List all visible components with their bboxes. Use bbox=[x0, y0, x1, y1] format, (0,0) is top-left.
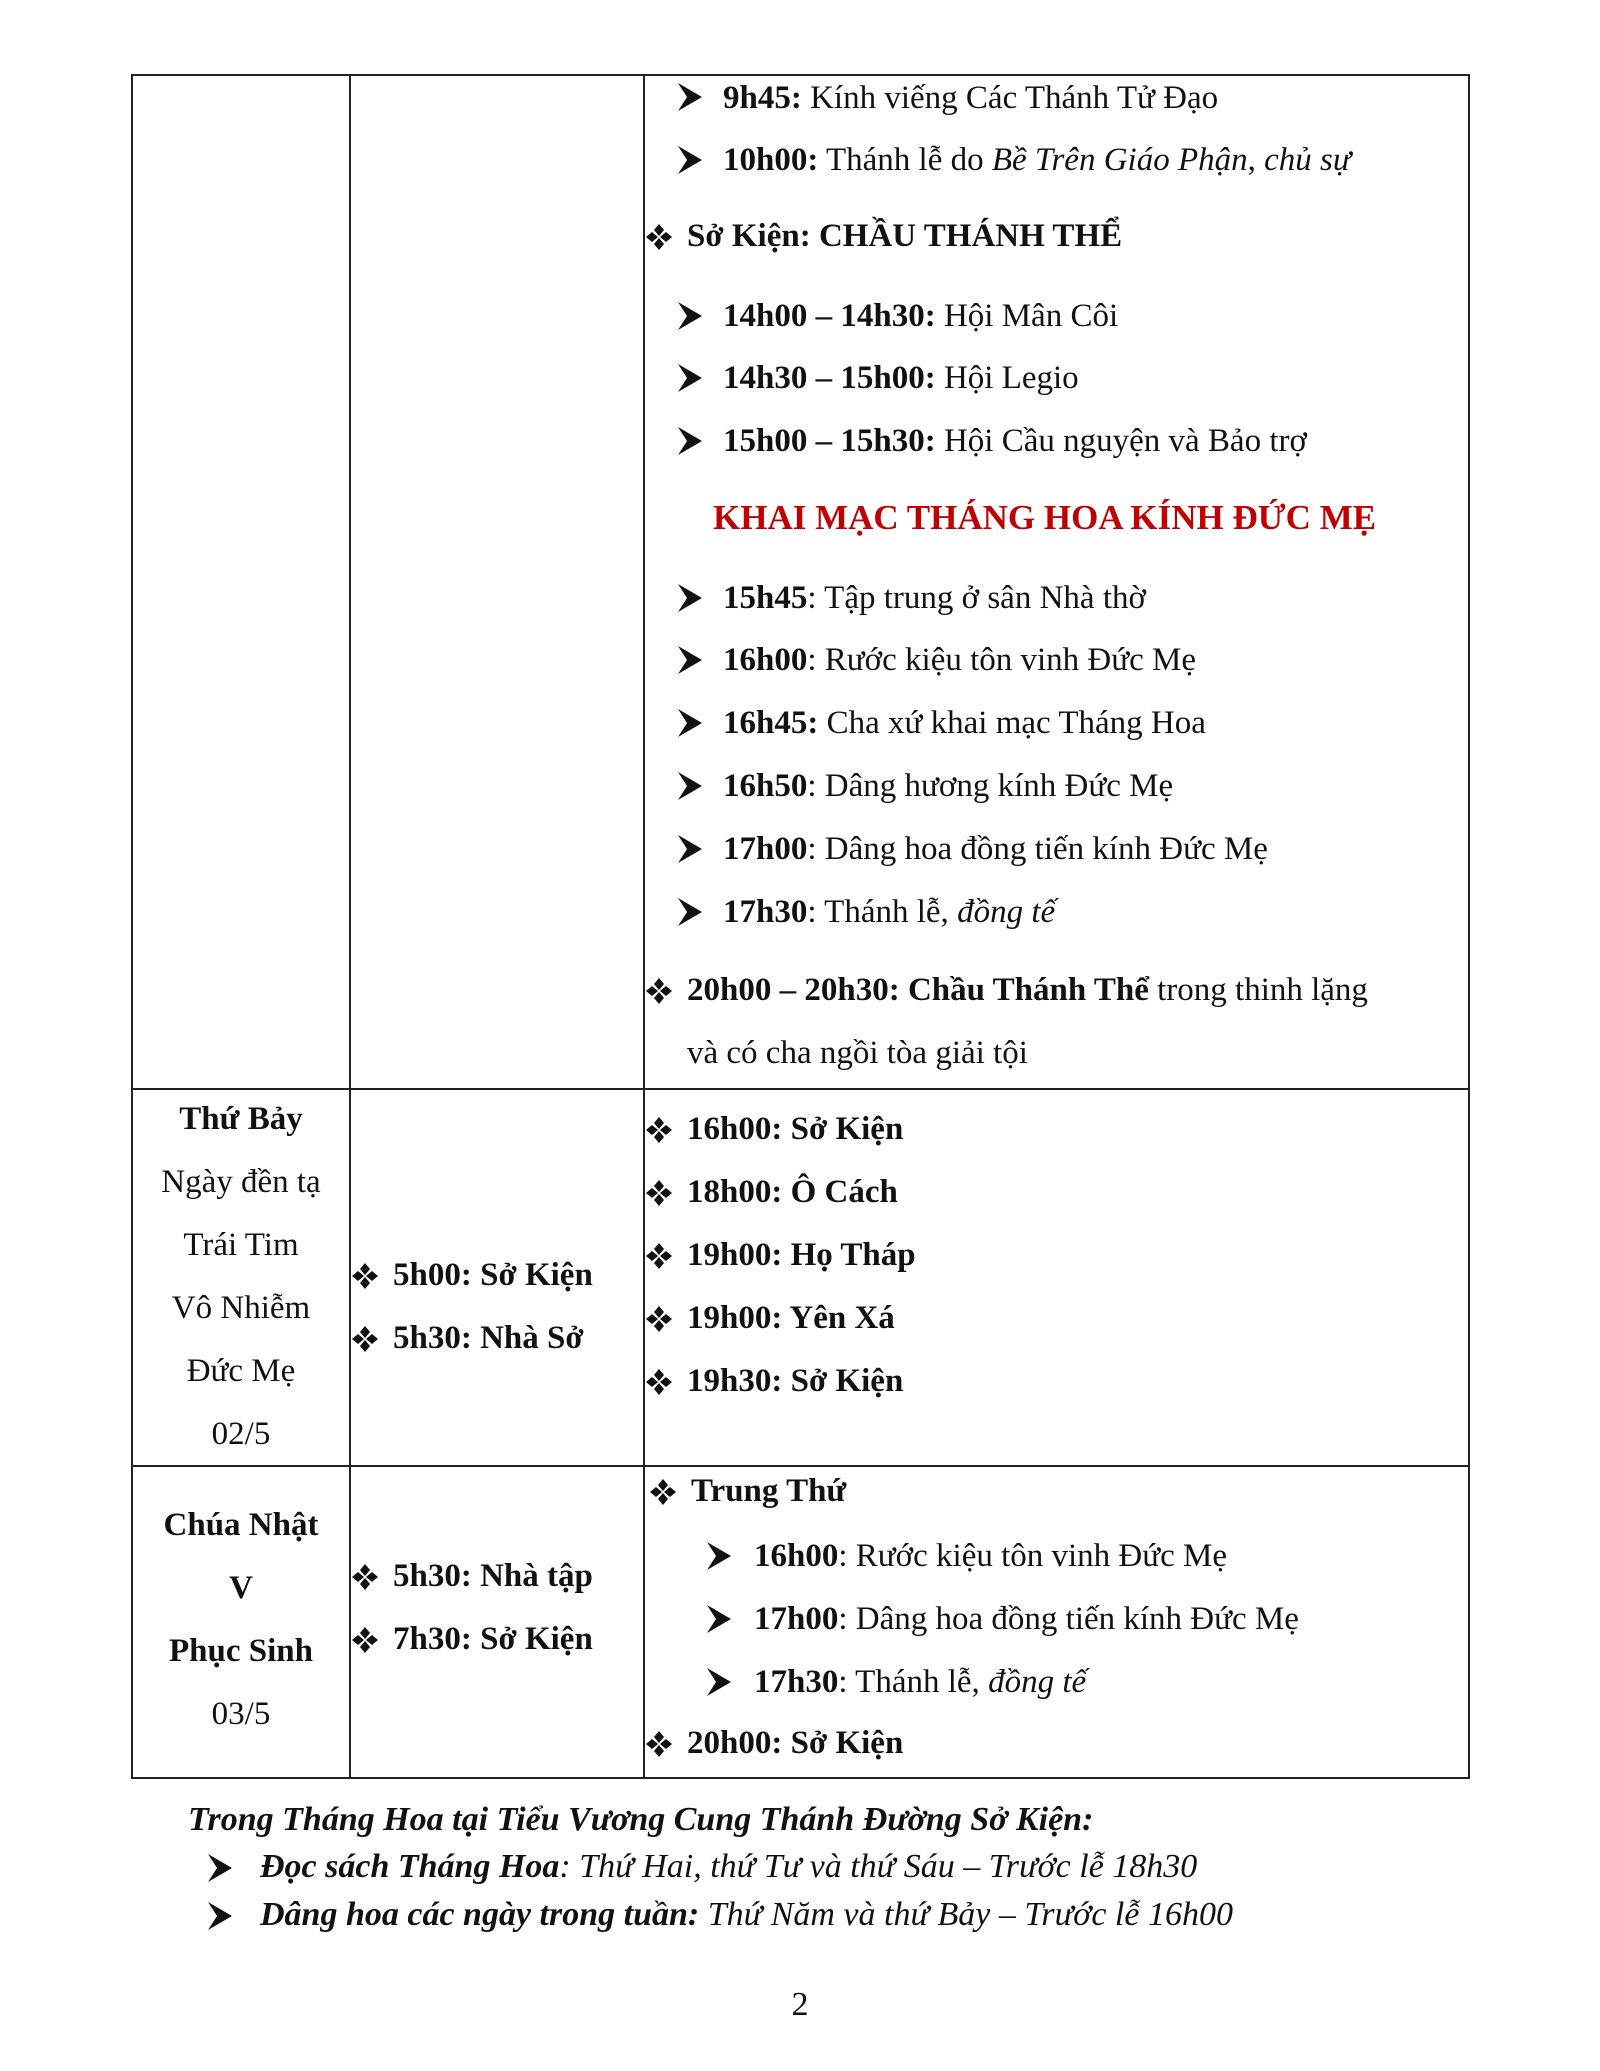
item-text: Kính viếng Các Thánh Tử Đạo bbox=[801, 80, 1219, 116]
four-diamond-bullet-icon bbox=[351, 1262, 379, 1290]
day-line: Trái Tim bbox=[183, 1227, 299, 1263]
morning-mass: 5h30: Nhà tập bbox=[393, 1558, 593, 1594]
day-line: V bbox=[229, 1570, 253, 1606]
item-text: : Thánh lễ, bbox=[807, 894, 958, 930]
item-time: 17h30 bbox=[754, 1664, 839, 1700]
four-diamond-bullet-icon bbox=[351, 1626, 379, 1654]
arrowhead-bullet-icon bbox=[207, 1901, 233, 1931]
four-diamond-bullet-icon bbox=[649, 1478, 677, 1506]
arrowhead-bullet-icon bbox=[677, 708, 703, 738]
four-diamond-bullet-icon bbox=[645, 1242, 673, 1270]
arrowhead-bullet-icon bbox=[706, 1667, 732, 1697]
arrowhead-bullet-icon bbox=[706, 1604, 732, 1634]
note-bold: Dâng hoa các ngày trong tuần: bbox=[260, 1896, 700, 1933]
four-diamond-bullet-icon bbox=[351, 1563, 379, 1591]
item-time: 14h00 – 14h30: bbox=[723, 298, 936, 334]
arrowhead-bullet-icon bbox=[677, 583, 703, 613]
item-time: 16h00 bbox=[723, 642, 808, 678]
four-diamond-bullet-icon bbox=[645, 977, 673, 1005]
item-text: : Dâng hoa đồng tiến kính Đức Mẹ bbox=[838, 1601, 1299, 1637]
day-title: Chúa Nhật bbox=[163, 1507, 319, 1543]
day-line: Vô Nhiễm bbox=[171, 1290, 311, 1326]
schedule-item bbox=[723, 421, 1307, 461]
item-time: 17h00 bbox=[723, 831, 808, 867]
item-italic: chủ sự bbox=[1264, 142, 1351, 178]
item-italic: Bề Trên Giáo Phận bbox=[991, 142, 1248, 178]
schedule-item bbox=[723, 358, 1079, 398]
four-diamond-bullet-icon bbox=[645, 1730, 673, 1758]
note-bold: Đọc sách Tháng Hoa bbox=[260, 1848, 560, 1885]
evening-mass: 19h00: Yên Xá bbox=[687, 1300, 895, 1336]
table-rule bbox=[131, 74, 1469, 76]
schedule-item-continued: và có cha ngồi tòa giải tội bbox=[687, 1035, 1028, 1071]
four-diamond-bullet-icon bbox=[645, 1179, 673, 1207]
arrowhead-bullet-icon bbox=[706, 1541, 732, 1571]
evening-mass: 16h00: Sở Kiện bbox=[687, 1111, 904, 1147]
item-text: : Thánh lễ, bbox=[838, 1664, 989, 1700]
item-text: Thánh lễ do bbox=[818, 142, 992, 178]
schedule-item bbox=[723, 578, 1146, 618]
arrowhead-bullet-icon bbox=[207, 1853, 233, 1883]
evening-mass: 19h30: Sở Kiện bbox=[687, 1363, 904, 1399]
notes-title: Trong Tháng Hoa tại Tiểu Vương Cung Thánh Đường Sở Kiện: bbox=[188, 1801, 1094, 1838]
day-date: 02/5 bbox=[211, 1416, 271, 1452]
item-text: : Dâng hương kính Đức Mẹ bbox=[807, 768, 1174, 804]
morning-mass: 5h30: Nhà Sở bbox=[393, 1320, 584, 1356]
arrowhead-bullet-icon bbox=[677, 145, 703, 175]
table-rule bbox=[131, 1465, 1469, 1467]
schedule-item bbox=[723, 78, 1218, 118]
section-heading: Sở Kiện: CHẦU THÁNH THỂ bbox=[687, 218, 1123, 254]
item-text: Hội Cầu nguyện và Bảo trợ bbox=[935, 423, 1307, 459]
table-rule bbox=[643, 74, 645, 1779]
schedule-item bbox=[754, 1536, 1227, 1576]
note-item bbox=[260, 1846, 1197, 1888]
day-title: Thứ Bảy bbox=[179, 1101, 303, 1137]
schedule-item bbox=[723, 640, 1196, 680]
evening-mass: 18h00: Ô Cách bbox=[687, 1174, 898, 1210]
four-diamond-bullet-icon bbox=[351, 1325, 379, 1353]
schedule-item bbox=[723, 829, 1268, 869]
item-time: 14h30 – 15h00: bbox=[723, 360, 936, 396]
arrowhead-bullet-icon bbox=[677, 771, 703, 801]
schedule-item bbox=[723, 140, 1351, 180]
item-time: 10h00: bbox=[723, 142, 819, 178]
note-item bbox=[260, 1894, 1233, 1936]
arrowhead-bullet-icon bbox=[677, 834, 703, 864]
schedule-item bbox=[723, 892, 1055, 932]
table-rule bbox=[1468, 74, 1470, 1779]
four-diamond-bullet-icon bbox=[645, 1116, 673, 1144]
item-time: 17h00 bbox=[754, 1601, 839, 1637]
item-time: 17h30 bbox=[723, 894, 808, 930]
page-number: 2 bbox=[791, 1986, 809, 2023]
item-text: : Rước kiệu tôn vinh Đức Mẹ bbox=[807, 642, 1197, 678]
schedule-item bbox=[754, 1599, 1299, 1639]
item-time: 16h45: bbox=[723, 705, 819, 741]
schedule-item bbox=[723, 296, 1118, 336]
schedule-item bbox=[723, 766, 1173, 806]
item-time: 16h00 bbox=[754, 1538, 839, 1574]
schedule-item bbox=[687, 970, 1368, 1010]
day-line: Phục Sinh bbox=[169, 1633, 313, 1669]
section-heading: Trung Thứ bbox=[691, 1473, 847, 1509]
item-italic: đồng tế bbox=[957, 894, 1056, 930]
arrowhead-bullet-icon bbox=[677, 82, 703, 112]
item-text: Hội Mân Côi bbox=[935, 298, 1119, 334]
four-diamond-bullet-icon bbox=[645, 1368, 673, 1396]
arrowhead-bullet-icon bbox=[677, 426, 703, 456]
arrowhead-bullet-icon bbox=[677, 645, 703, 675]
schedule-item bbox=[754, 1662, 1086, 1702]
item-time: 9h45: bbox=[723, 80, 802, 116]
note-text: Thứ Năm và thứ Bảy – Trước lễ 16h00 bbox=[699, 1896, 1233, 1933]
item-text: Cha xứ khai mạc Tháng Hoa bbox=[818, 705, 1206, 741]
item-text: trong thinh lặng bbox=[1148, 972, 1368, 1008]
item-italic: đồng tế bbox=[988, 1664, 1087, 1700]
evening-mass: 19h00: Họ Tháp bbox=[687, 1237, 916, 1273]
day-line: Đức Mẹ bbox=[186, 1353, 296, 1389]
red-heading: KHAI MẠC THÁNG HOA KÍNH ĐỨC MẸ bbox=[713, 498, 1377, 537]
item-tail: , bbox=[1247, 142, 1265, 178]
table-rule bbox=[131, 1777, 1469, 1779]
evening-mass: 20h00: Sở Kiện bbox=[687, 1725, 904, 1761]
morning-mass: 7h30: Sở Kiện bbox=[393, 1621, 593, 1657]
item-time: 15h45 bbox=[723, 580, 808, 616]
schedule-item bbox=[723, 703, 1206, 743]
arrowhead-bullet-icon bbox=[677, 301, 703, 331]
table-rule bbox=[131, 1088, 1469, 1090]
arrowhead-bullet-icon bbox=[677, 363, 703, 393]
morning-mass: 5h00: Sở Kiện bbox=[393, 1257, 593, 1293]
item-text: : Rước kiệu tôn vinh Đức Mẹ bbox=[838, 1538, 1228, 1574]
item-text: : Tập trung ở sân Nhà thờ bbox=[807, 580, 1146, 616]
item-time: 16h50 bbox=[723, 768, 808, 804]
four-diamond-bullet-icon bbox=[645, 223, 673, 251]
item-time: 15h00 – 15h30: bbox=[723, 423, 936, 459]
item-text: Hội Legio bbox=[935, 360, 1079, 396]
four-diamond-bullet-icon bbox=[645, 1305, 673, 1333]
item-time: 20h00 – 20h30: Chầu Thánh Thể bbox=[687, 972, 1149, 1008]
note-text: : Thứ Hai, thứ Tư và thứ Sáu – Trước lễ 18h30 bbox=[559, 1848, 1198, 1885]
table-rule bbox=[349, 74, 351, 1779]
item-text: : Dâng hoa đồng tiến kính Đức Mẹ bbox=[807, 831, 1268, 867]
day-date: 03/5 bbox=[211, 1696, 271, 1732]
arrowhead-bullet-icon bbox=[677, 897, 703, 927]
day-line: Ngày đền tạ bbox=[161, 1164, 321, 1200]
